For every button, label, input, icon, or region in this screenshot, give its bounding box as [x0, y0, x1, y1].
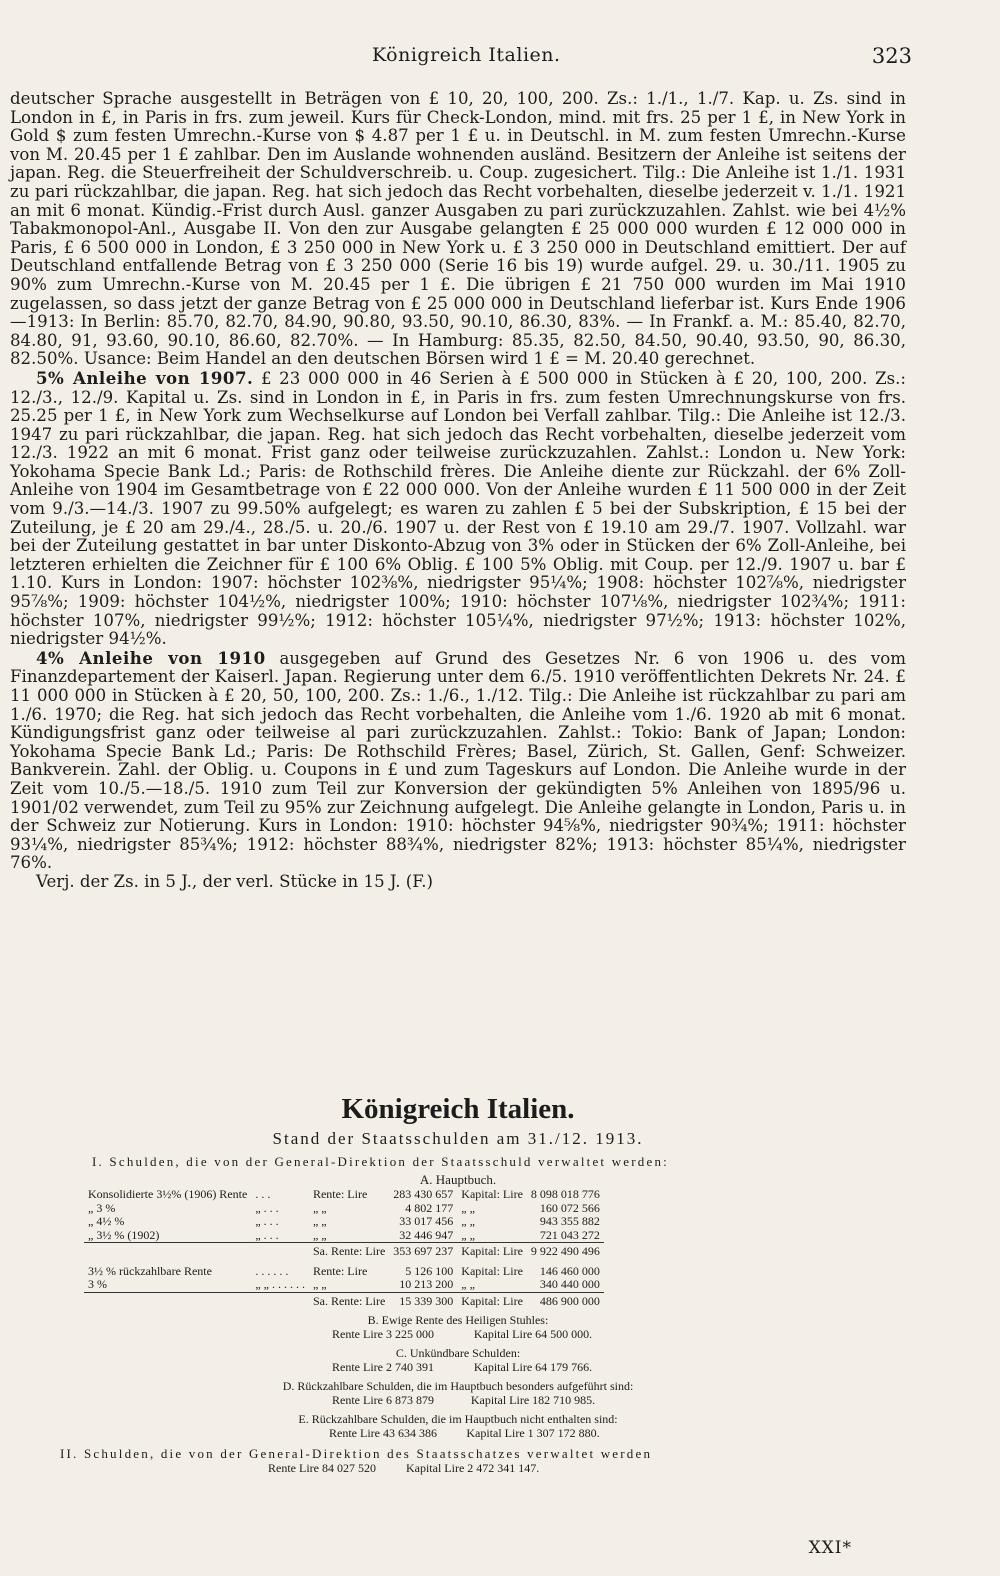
block-d: [10, 1380, 906, 1407]
table-cell: 721 043 272: [539, 1227, 600, 1242]
part-two-values: [268, 1462, 906, 1475]
table-cell: 4 802 177: [405, 1200, 454, 1215]
table-cell: „ . . .: [255, 1214, 279, 1228]
paragraph: [10, 90, 906, 369]
table-cell: 943 355 882: [539, 1214, 600, 1228]
table-cell: 486 900 000: [527, 1292, 604, 1308]
table-cell: Kapital: Lire: [457, 1243, 527, 1259]
table-row: [84, 1215, 604, 1229]
table-cell: Kapital: Lire: [461, 1263, 523, 1278]
table-cell: „ . . .: [255, 1227, 279, 1242]
rente-value: Rente Lire 43 634 386: [329, 1425, 437, 1440]
rente-value: Rente Lire 3 225 000: [332, 1326, 434, 1341]
table-cell: 5 126 100: [405, 1263, 454, 1278]
table-cell: 33 017 456: [399, 1214, 454, 1228]
kapital-value: Kapital Lire 64 179 766.: [473, 1359, 593, 1374]
table-row: [84, 1202, 604, 1216]
sum-row: [84, 1292, 604, 1308]
table-cell: Sa. Rente: Lire: [309, 1292, 389, 1308]
rente-value: Rente Lire 2 740 391: [332, 1359, 434, 1374]
paragraph-lead: 4% Anleihe von 1910: [36, 647, 266, 668]
block-heading: B. Ewige Rente des Heiligen Stuhles:: [367, 1313, 549, 1327]
paragraph: [10, 873, 906, 892]
paragraph-lead: 5% Anleihe von 1907.: [36, 367, 254, 388]
block-c: [10, 1347, 906, 1374]
table-cell: Sa. Rente: Lire: [309, 1243, 389, 1259]
table-cell: „ 3½ % (1902): [88, 1227, 160, 1242]
table-cell: „ „: [461, 1214, 475, 1228]
kapital-value: Kapital Lire 64 500 000.: [473, 1326, 593, 1341]
section-title: Königreich Italien.: [341, 1093, 575, 1125]
table-cell: „ „: [312, 1277, 327, 1291]
table-cell: „ „ . . . . . .: [255, 1277, 305, 1291]
table-row: [84, 1278, 604, 1292]
table-cell: 283 430 657: [393, 1187, 454, 1201]
table-cell: 15 339 300: [389, 1292, 457, 1308]
table-cell: 10 213 200: [399, 1277, 454, 1291]
paragraph-text: £ 23 000 000 in 46 Serien à £ 500 000 in Stücken à £ 20, 100, 200. Zs.: 12./3., 12./9. Kapital u. Zs. sind in London in £, in Paris in frs. zum festen Umrechnungskurse von frs. 25.25 per 1 £, in New York zum Wechselkurse auf London bei Verfall zahlbar. Tilg.: Die Anleihe ist 12./3. 1947 zu pari rückzahlbar, die japan. Reg. hat sich jedoch das Recht vorbehalten, dieselbe jederzeit vom 12./3. 1922 an mit 6 monat. Frist ganz oder teilweise zurückzuzahlen. Zahlst.: London u. New York: Yokohama Specie Bank Ld.; Paris: de Rothschild frères. Die Anleihe diente zur Rückzahl. der 6% Zoll-Anleihe von 1904 im Gesamtbetrage von £ 22 000 000. Von der Anleihe wurden £ 11 500 000 in der Zeit vom 9./3.—14./3. 1907 zu 99.50% aufgelegt; es waren zu zahlen £ 5 bei der Subskription, £ 15 bei der Zuteilung, je £ 20 am 29./4., 28./5. u. 20./6. 1907 u. der Rest von £ 19.10 am 29./7. 1907. Vollzahl. war bei der Zuteilung gestattet in bar unter Diskonto-Abzug von 3% oder in Stücken der 6% Zoll-Anleihe, bei letzteren erhielten die Zeichner für £ 100 6% Oblig. £ 100 5% Oblig. mit Coup. per 12./9. 1907 u. bar £ 1.10. Kurs in London: 1907: höchster 102⅜%, niedrigster 95¼%; 1908: höchster 102⅞%, niedrigster 95⅞%; 1909: höchster 104½%, niedrigster 100%; 1910: höchster 107⅛%, niedrigster 102¾%; 1911: höchster 107%, niedrigster 99½%; 1912: höchster 105¼%, niedrigster 97½%; 1913: höchster 102%, niedrigster 94½%.: [10, 368, 906, 649]
table-cell: . . .: [255, 1187, 271, 1201]
table-cell: 9 922 490 496: [527, 1243, 604, 1259]
part-two-heading: II. Schulden, die von der General-Direktion des Staatsschatzes verwaltet werden: [60, 1446, 653, 1461]
table-cell: 160 072 566: [539, 1200, 600, 1215]
kapital-value: Kapital Lire 182 710 985.: [470, 1392, 596, 1407]
table-cell: 8 098 018 776: [530, 1187, 600, 1201]
table-cell: 353 697 237: [389, 1243, 457, 1259]
kapital-value: Kapital Lire 2 472 341 147.: [405, 1461, 540, 1475]
table-cell: „ „: [461, 1200, 475, 1215]
table-cell: „ „: [461, 1277, 475, 1291]
section-subtitle: Stand der Staatsschulden am 31./12. 1913.: [272, 1129, 644, 1148]
table-row: [84, 1188, 604, 1202]
debt-table: [84, 1188, 604, 1308]
running-title: Königreich Italien.: [372, 44, 561, 66]
table-cell: „ . . .: [255, 1200, 279, 1215]
table-cell: „ „: [461, 1227, 475, 1242]
table-cell: Rente: Lire: [312, 1263, 368, 1278]
sum-row: [84, 1243, 604, 1259]
paragraph-text: deutscher Sprache ausgestellt in Beträgen von £ 10, 20, 100, 200. Zs.: 1./1., 1./7. Kap. u. Zs. sind in London in £, in Paris in frs. zum jeweil. Kurs für Check-London, mind. mit frs. 25 per 1 £, in New York in Gold $ zum festen Umrechn.-Kurse von $ 4.87 per 1 £ u. in Deutschl. in M. zum festen Umrechn.-Kurse von M. 20.45 per 1 £ zahlbar. Den im Auslande wohnenden ausländ. Besitzern der Anleihe ist seitens der japan. Reg. die Steuerfreiheit der Schuldverschreib. u. Coup. zugesichert. Tilg.: Die Anleihe ist 1./1. 1931 zu pari rückzahlbar, die japan. Reg. hat sich jedoch das Recht vorbehalten, dieselbe jederzeit v. 1./1. 1921 an mit 6 monat. Kündig.-Frist durch Ausl. ganzer Ausgaben zu pari zurückzuzahlen. Zahlst. wie bei 4½% Tabakmonopol-Anl., Ausgabe II. Von den zur Ausgabe gelangten £ 25 000 000 wurden £ 12 000 000 in Paris, £ 6 500 000 in London, £ 3 250 000 in New York u. £ 3 250 000 in Deutschland emittiert. Der auf Deutschland entfallende Betrag von £ 3 250 000 (Serie 16 bis 19) wurde aufgel. 29. u. 30./11. 1905 zu 90% zum Umrechn.-Kurse von M. 20.45 per 1 £. Die übrigen £ 21 750 000 wurden im Mai 1910 zugelassen, so dass jetzt der ganze Betrag von £ 25 000 000 in Deutschland lieferbar ist. Kurs Ende 1906—1913: In Berlin: 85.70, 82.70, 84.90, 90.80, 93.50, 90.10, 86.30, 83%. — In Frankf. a. M.: 85.40, 82.70, 84.80, 91, 93.60, 90.10, 86.60, 82.70%. — In Hamburg: 85.35, 82.50, 84.50, 90.40, 93.50, 90, 86.30, 82.50%. Usance: Beim Handel an den deutschen Börsen wird 1 £ = M. 20.40 gerechnet.: [10, 89, 906, 369]
block-heading: D. Rückzahlbare Schulden, die im Hauptbuch besonders aufgeführt sind:: [282, 1379, 634, 1393]
page-header: [0, 44, 1000, 74]
table-row: [84, 1265, 604, 1279]
paragraph: [10, 369, 906, 649]
table-cell: Konsolidierte 3½% (1906) Rente: [88, 1187, 248, 1201]
table-cell: 340 440 000: [539, 1277, 600, 1291]
table-cell: 3½ % rückzahlbare Rente: [88, 1263, 212, 1278]
paragraph: [10, 649, 906, 873]
part-one-heading: I. Schulden, die von der General-Direktion der Staatsschuld verwaltet werden:: [92, 1154, 669, 1169]
table-cell: 146 460 000: [539, 1263, 600, 1278]
paragraph-text: ausgegeben auf Grund des Gesetzes Nr. 6 von 1906 u. des vom Finanzdepartement der Kaiserl. Japan. Regierung unter dem 6./5. 1910 veröffentlichten Dekrets Nr. 24. £ 11 000 000 in Stücken à £ 20, 50, 100, 200. Zs.: 1./6., 1./12. Tilg.: Die Anleihe ist rückzahlbar zu pari am 1./6. 1970; die Reg. hat sich jedoch das Recht vorbehalten, die Anleihe vom 1./6. 1920 ab mit 6 monat. Kündigungsfrist ganz oder teilweise al pari zurückzuzahlen. Zahlst.: Tokio: Bank of Japan; London: Yokohama Specie Bank Ld.; Paris: De Rothschild Frères; Basel, Zürich, St. Gallen, Genf: Schweizer. Bankverein. Zahl. der Oblig. u. Coupons in £ und zum Tageskurs auf London. Die Anleihe wurde in der Zeit vom 10./5.—18./5. 1910 zum Teil zur Konversion der gekündigten 5% Anleihen von 1895/96 u. 1901/02 verwendet, zum Teil zu 95% zur Zeichnung aufgelegt. Die Anleihe gelangte in London, Paris u. in der Schweiz zur Notierung. Kurs in London: 1910: höchster 94⅝%, niedrigster 90¾%; 1911: höchster 93¼%, niedrigster 85¾%; 1912: höchster 88¾%, niedrigster 82%; 1913: höchster 85¼%, niedrigster 76%.: [10, 648, 906, 873]
table-cell: „ „: [312, 1227, 327, 1242]
rente-value: Rente Lire 84 027 520: [268, 1461, 376, 1475]
table-cell: Rente: Lire: [312, 1187, 368, 1201]
page-number: 323: [871, 44, 912, 68]
paragraph-text: Verj. der Zs. in 5 J., der verl. Stücke in 15 J. (F.): [36, 871, 433, 891]
kapital-value: Kapital Lire 1 307 172 880.: [466, 1425, 600, 1440]
table-row: [84, 1229, 604, 1243]
rente-value: Rente Lire 6 873 879: [332, 1392, 434, 1407]
block-heading: E. Rückzahlbare Schulden, die im Hauptbuch nicht enthalten sind:: [298, 1412, 618, 1426]
table-cell: „ „: [312, 1214, 327, 1228]
table-cell: „ „: [312, 1200, 327, 1215]
body-text: [10, 90, 906, 892]
table-cell: 3 %: [88, 1277, 107, 1291]
table-cell: 32 446 947: [399, 1227, 454, 1242]
italy-section: [10, 1092, 906, 1475]
table-cell: Kapital: Lire: [457, 1292, 527, 1308]
table-cell: Kapital: Lire: [461, 1187, 523, 1201]
part-a-heading: A. Hauptbuch.: [419, 1172, 497, 1187]
block-heading: C. Unkündbare Schulden:: [395, 1346, 521, 1360]
table-cell: „ 4½ %: [88, 1214, 125, 1228]
table-cell: . . . . . .: [255, 1263, 289, 1278]
block-e: [10, 1413, 906, 1440]
signature-mark: XXI*: [808, 1538, 852, 1558]
block-b: [10, 1314, 906, 1341]
table-cell: „ 3 %: [88, 1200, 116, 1215]
